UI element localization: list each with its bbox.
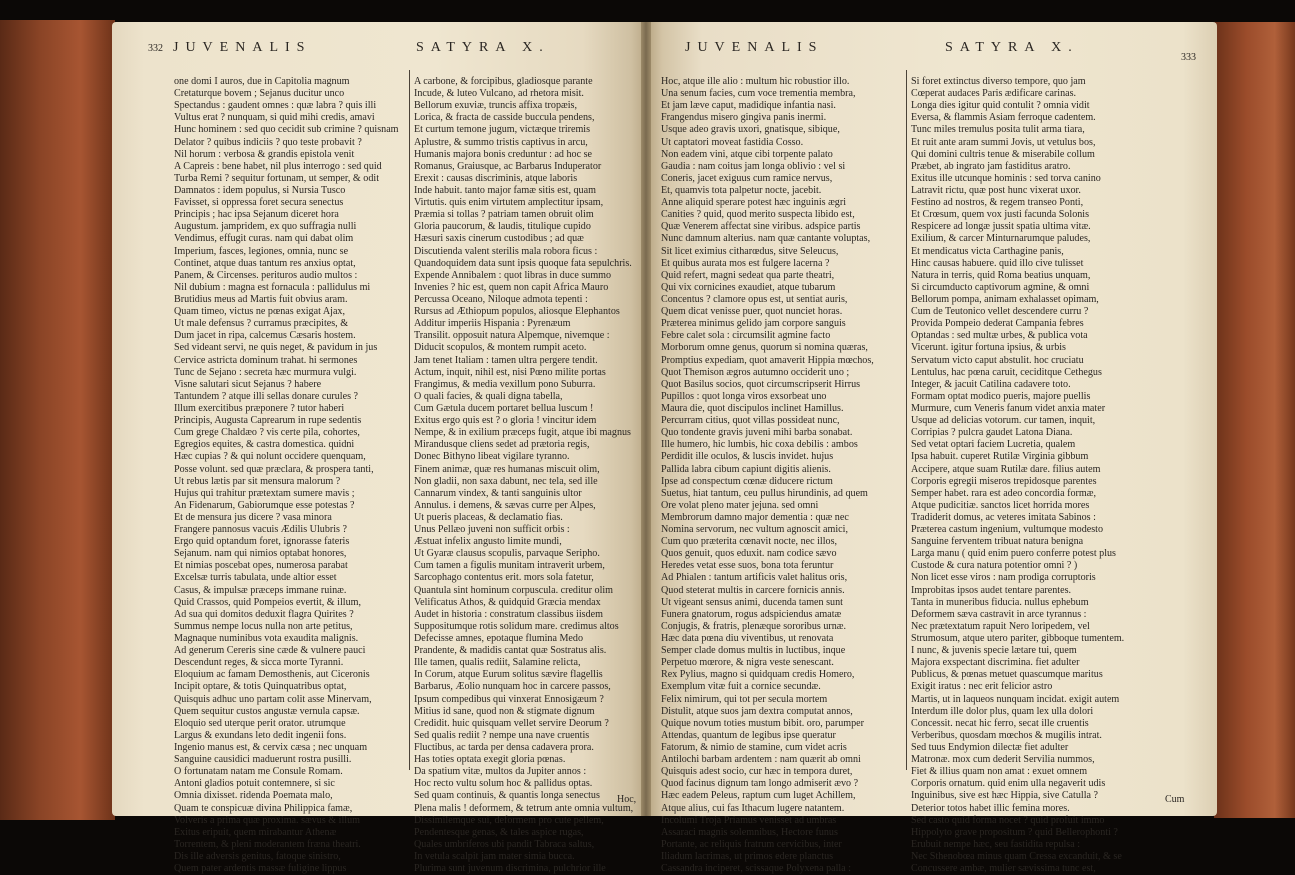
text-line: Exemplum vitæ fuit a cornice secundæ. — [661, 681, 821, 693]
text-line: Torrentem, & pleni moderantem fræna theatri. — [174, 838, 361, 850]
text-line: Non eadem vini, atque cibi torpente palato — [661, 148, 833, 160]
text-line: Strumosum, atque utero pariter, gibboque tumentem. — [911, 633, 1125, 645]
text-line: Sed casto quid forma nocet ? quid profuit immo — [911, 814, 1105, 826]
text-line: Quisquis adest socio, cur hæc in tempora duret, — [661, 766, 853, 778]
text-line: Sed quam continuis, & quantis longa senectus — [414, 790, 600, 802]
text-line: Assaraci magnis solemnibus, Hectore funus — [661, 826, 838, 838]
text-line: Quam timeo, victus ne pœnas exigat Ajax, — [174, 306, 345, 318]
text-line: Et de mensura jus dicere ? vasa minora — [174, 511, 332, 523]
text-line: Ad generum Cereris sine cæde & vulnere pauci — [174, 645, 366, 657]
text-line: Magnaque numinibus vota exaudita malignis. — [174, 633, 359, 645]
text-line: Cannarum vindex, & tanti sanguinis ultor — [414, 487, 582, 499]
text-line: Incude, & luteo Vulcano, ad rhetora misit. — [414, 88, 584, 100]
right-page — [645, 22, 1217, 875]
right-header-title: JUVENALIS — [685, 40, 824, 55]
text-line: O quali facies, & quali digna tabella, — [414, 390, 563, 402]
text-line: Sanguine causidici maduerunt rostra pusilli. — [174, 754, 352, 766]
left-header-title: JUVENALIS — [173, 40, 312, 55]
text-line: Semper habet. rara est adeo concordia formæ, — [911, 487, 1096, 499]
text-line: Quot Themison ægros autumno occiderit uno ; — [661, 366, 850, 378]
text-line: Matronæ. mox cum dederit Servilia nummos, — [911, 754, 1095, 766]
text-line: Humanis majora bonis creduntur : ad hoc se — [414, 148, 592, 160]
text-line: Diducit scopulos, & montem rumpit aceto. — [414, 342, 587, 354]
text-line: Nec prætextatum rapuit Nero loripedem, vel — [911, 620, 1090, 632]
text-line: Festino ad nostros, & regem transeo Ponti, — [911, 197, 1084, 209]
text-line: Dissimilemque sui, deformem pro cute pellem, — [414, 814, 604, 826]
text-line: Credidit. huic quisquam vellet servire Deorum ? — [414, 717, 609, 729]
text-line: Et mendicatus victa Carthagine panis, — [911, 245, 1064, 257]
text-line: Atque pudicitiæ. sanctos licet horrida mores — [911, 499, 1090, 511]
text-line: Erexit : causas discriminis, atque laboris — [414, 172, 578, 184]
text-line: Quem dicat venisse puer, quot nunciet horas. — [661, 306, 843, 318]
text-line: Respicere ad longæ jussit spatia ultima vitæ. — [911, 221, 1091, 233]
text-line: Suetus, hiat tantum, ceu pullus hirundinis, ad quem — [661, 487, 868, 499]
text-line: Ut male defensus ? curramus præcipites, & — [174, 318, 349, 330]
text-line: Et Crœsum, quem vox justi facunda Solonis — [911, 209, 1090, 221]
text-line: Ergo quid optandum foret, ignorasse fateris — [174, 536, 350, 548]
text-line: Qui domini cultris tenue & miserabile collum — [911, 148, 1095, 160]
text-line: Romanus, Graiusque, ac Barbarus Induperator — [414, 160, 602, 172]
text-line: Delator ? quibus indiciis ? quo teste probavit ? — [174, 136, 362, 148]
text-line: Anne aliquid sperare potest hæc inguinis ægri — [661, 197, 847, 209]
text-line: Præterea minimus gelido jam corpore sanguis — [661, 318, 846, 330]
text-line: Integer, & jacuit Catilina cadavere toto. — [911, 378, 1071, 390]
text-line: Sed tuus Endymion dilectæ fiet adulter — [911, 742, 1069, 754]
text-line: Febre calet sola : circumsilit agmine facto — [661, 330, 831, 342]
text-line: Hæc data pœna diu viventibus, ut renovata — [661, 633, 834, 645]
text-line: Servatum victo caput abstulit. hoc cruciatu — [911, 354, 1084, 366]
text-line: Quod steterat multis in carcere fornicis annis. — [661, 584, 845, 596]
text-line: Publicus, & pœnas metuet quascumque maritus — [911, 669, 1103, 681]
text-line: Cum tamen a figulis munitam intraverit urbem, — [414, 560, 605, 572]
text-line: Perpetuo mœrore, & nigra veste senescant. — [661, 657, 834, 669]
text-line: Cum Gætula ducem portaret bellua luscum ! — [414, 402, 594, 414]
text-line: Et quibus aurata mos est fulgere lacerna ? — [661, 257, 830, 269]
text-line: Ad Phialen : tantum artificis valet halitus oris, — [661, 572, 848, 584]
text-line: Aplustre, & summo tristis captivus in arcu, — [414, 136, 588, 148]
text-line: Eversa, & flammis Asiam ferroque cadentem. — [911, 112, 1096, 124]
text-line: Quisquis adhuc uno partam colit asse Minervam, — [174, 693, 372, 705]
text-line: Concussere ambæ, mulier sævissima tunc est, — [911, 863, 1096, 875]
text-line: Omnia dixisset. ridenda Poemata malo, — [174, 790, 333, 802]
text-line: Bellorum exuviæ, truncis affixa tropæis, — [414, 100, 577, 112]
text-line: Exitus ergo quis est ? o gloria ! vincitur idem — [414, 415, 597, 427]
text-line: Quem sequitur custos angustæ vernula capsæ. — [174, 705, 360, 717]
text-line: Defecisse amnes, epotaque flumina Medo — [414, 633, 584, 645]
text-line: Panem, & Circenses. perituros audio multos : — [174, 269, 358, 281]
left-header-satyra: SATYRA X. — [416, 40, 550, 55]
text-line: Maura die, quot discipulos inclinet Hamillus. — [661, 402, 844, 414]
text-line: Ingenio manus est, & cervix cæsa ; nec unquam — [174, 742, 368, 754]
text-line: Posse volunt. sed quæ præclara, & prospera tanti, — [174, 463, 374, 475]
text-line: Quantula sint hominum corpuscula. creditur olim — [414, 584, 614, 596]
text-line: Quod facinus dignum tam longo admiserit ævo ? — [661, 778, 859, 790]
text-line: Incipit optare, & totis Quinquatribus optat, — [174, 681, 347, 693]
text-line: Hæsuri saxis cinerum custodibus ; ad quæ — [414, 233, 584, 245]
text-line: Et jam læve caput, madidique infantia nasi. — [661, 100, 836, 112]
text-line: Lorica, & fracta de casside buccula pendens, — [414, 112, 595, 124]
left-page-number: 332 — [148, 43, 163, 54]
text-line: Quos genuit, quos eduxit. nam codice sævo — [661, 548, 837, 560]
text-line: Velificatus Athos, & quidquid Græcia mendax — [414, 596, 601, 608]
text-line: Semper clade domus multis in luctibus, inque — [661, 645, 846, 657]
text-line: Gloria paucorum, & laudis, titulique cupido — [414, 221, 591, 233]
text-line: Principis, Augusta Caprearum in rupe sedentis — [174, 415, 362, 427]
text-line: Si circumducto captivorum agmine, & omni — [911, 281, 1090, 293]
text-line: Favisset, si oppressa foret secura senectus — [174, 197, 344, 209]
right-page-column-1 — [661, 76, 901, 875]
text-line: Rex Pylius, magno si quidquam credis Homero, — [661, 669, 855, 681]
text-line: Hunc hominem : sed quo cecidit sub crimine ? quisnam — [174, 124, 399, 136]
text-line: Principis ; hac ipsa Sejanum diceret hora — [174, 209, 339, 221]
text-line: Bellorum pompa, animam exhalasset opimam, — [911, 293, 1099, 305]
text-line: O fortunatam natam me Consule Romam. — [174, 766, 343, 778]
text-line: Usque adeo gravis uxori, gnatisque, sibique, — [661, 124, 840, 136]
text-line: Imperium, fasces, legiones, omnia, nunc se — [174, 245, 349, 257]
text-line: Optandas : sed multæ urbes, & publica vota — [911, 330, 1088, 342]
text-line: Fluctibus, ac tarda per densa cadavera prora. — [414, 742, 594, 754]
text-line: Summus nempe locus nulla non arte petitus, — [174, 620, 353, 632]
text-line: Inguinibus, sive est hæc Hippia, sive Catulla ? — [911, 790, 1098, 802]
text-line: Latravit rictu, quæ post hunc vixerat uxor. — [911, 184, 1081, 196]
left-page-column-1 — [174, 76, 404, 875]
text-line: Improbitas ipsos audet tentare parentes. — [911, 584, 1072, 596]
text-line: Murmure, cum Veneris fanum videt anxia mater — [911, 402, 1106, 414]
text-line: Hæc cupias ? & qui nolunt occidere quenquam, — [174, 451, 366, 463]
text-line: Tradiderit domus, ac veteres imitata Sabinos : — [911, 511, 1096, 523]
right-page-column-2 — [911, 76, 1197, 875]
right-page-column-rule — [906, 70, 907, 770]
text-line: Quales umbriferos ubi pandit Tabraca saltus, — [414, 838, 595, 850]
text-line: Antoni gladios potuit contemnere, si sic — [174, 778, 335, 790]
text-line: Augustum. jampridem, ex quo suffragia nulli — [174, 221, 357, 233]
text-line: Nempe, & in exilium præceps fugit, atque ibi magnus — [414, 427, 631, 439]
text-line: Ipsum compedibus qui vinxerat Ennosigæum ? — [414, 693, 604, 705]
text-line: Mirandusque cliens sedet ad prætoria regis, — [414, 439, 590, 451]
text-line: Et, quamvis tota palpetur nocte, jacebit. — [661, 184, 822, 196]
text-line: Quam te conspicuæ divina Philippica famæ, — [174, 802, 353, 814]
text-line: Iliadum lacrimas, ut primos edere planctus — [661, 851, 834, 862]
text-line: Quem pater ardentis massæ fuligine lippus — [174, 863, 347, 875]
left-page — [112, 22, 647, 875]
text-line: Has toties optata exegit gloria pœnas. — [414, 754, 566, 766]
text-line: Cum de Teutonico vellet descendere curru ? — [911, 306, 1089, 318]
text-line: I nunc, & juvenis specie lætare tui, quem — [911, 645, 1077, 657]
text-line: Morborum omne genus, quorum si nomina quæras, — [661, 342, 868, 354]
text-line: Æstuat infelix angusto limite mundi, — [414, 536, 562, 548]
text-line: Gaudia : nam coitus jam longa oblivio : vel si — [661, 160, 846, 172]
text-line: Hujus qui trahitur prætextam sumere mavis ; — [174, 487, 355, 499]
left-page-column-2 — [414, 76, 644, 875]
text-line: Plena malis ! deformem, & tetrum ante omnia vultum, — [414, 802, 634, 814]
text-line: Frangimus, & media vexillum pono Suburra. — [414, 378, 596, 390]
text-line: Prandente, & madidis cantat quæ Sostratus alis. — [414, 645, 607, 657]
text-line: Tantundem ? atque illi sellas donare curules ? — [174, 390, 358, 402]
text-line: Cretaturque bovem ; Sejanus ducitur unco — [174, 88, 345, 100]
text-line: Fatorum, & nimio de stamine, cum videt acris — [661, 742, 847, 754]
left-cover — [0, 20, 115, 820]
text-line: Finem animæ, quæ res humanas miscuit olim, — [414, 463, 600, 475]
text-line: Dum jacet in ripa, calcemus Cæsaris hostem. — [174, 330, 356, 342]
text-line: Corripias ? pulcra gaudet Latona Diana. — [911, 427, 1073, 439]
text-line: Suppositumque rotis solidum mare. credimus altos — [414, 620, 619, 632]
text-line: Majora exspectant discrimina. fiet adulter — [911, 657, 1080, 669]
text-line: Illum exercitibus præponere ? tutor haberi — [174, 402, 345, 414]
text-line: Præbet, ab ingrato jam fastiditus aratro. — [911, 160, 1071, 172]
text-line: Pendentesque genas, & tales aspice rugas, — [414, 826, 584, 838]
text-line: Tunc de Sejano : secreta hæc murmura vulgi. — [174, 366, 357, 378]
text-line: Atque alius, cui fas Ithacum lugere natantem. — [661, 802, 845, 814]
text-line: Visne salutari sicut Sejanus ? habere — [174, 378, 322, 390]
text-line: Provida Pompeio dederat Campania febres — [911, 318, 1084, 330]
text-line: Attendas, quantum de legibus ipse queratur — [661, 729, 836, 741]
text-line: Sarcophago contentus erit. mors sola fatetur, — [414, 572, 594, 584]
text-line: Una senum facies, cum voce trementia membra, — [661, 88, 856, 100]
left-page-catchword: Hoc, — [617, 794, 637, 805]
text-line: Exitus ille utcunque hominis : sed torva canino — [911, 172, 1101, 184]
text-line: Incolumi Troja Priamus venisset ad umbras — [661, 814, 837, 826]
text-line: Largus & exundans leto dedit ingenii fons. — [174, 729, 347, 741]
text-line: Vicerunt. igitur fortuna ipsius, & urbis — [911, 342, 1066, 354]
text-line: Larga manu ( quid enim puero conferre potest plus — [911, 548, 1116, 560]
right-page-catchword: Cum — [1165, 794, 1185, 805]
text-line: Vultus erat ? nunquam, si quid mihi credis, amavi — [174, 112, 375, 124]
text-line: Si foret extinctus diverso tempore, quo jam — [911, 76, 1086, 87]
text-line: Jam tenet Italiam : tamen ultra pergere tendit. — [414, 354, 598, 366]
text-line: Ipse ad conspectum cœnæ diducere rictum — [661, 475, 833, 487]
text-line: Rursus ad Æthiopum populos, aliosque Elephantos — [414, 306, 620, 318]
text-line: Ad sua qui domitos deduxit flagra Quirites ? — [174, 608, 354, 620]
text-line: Et ruit ante aram summi Jovis, ut vetulus bos, — [911, 136, 1096, 148]
text-line: Conjugis, & fratris, plenæque sororibus urnæ. — [661, 620, 847, 632]
text-line: Erubuit nempe hæc, seu fastidita repulsa : — [911, 838, 1081, 850]
text-line: Nec Sthenobœa minus quam Cressa excanduit, & se — [911, 851, 1122, 862]
text-line: Cum grege Chaldæo ? vis certe pila, cohortes, — [174, 427, 360, 439]
text-line: Annulus. i demens, & sævas curre per Alpes, — [414, 499, 596, 511]
text-line: Interdum ille dolor plus, quam lex ulla dolori — [911, 705, 1094, 717]
text-line: Martis, ut in laqueos nunquam incidat. exigit autem — [911, 693, 1120, 705]
text-line: Da spatium vitæ, multos da Jupiter annos : — [414, 766, 587, 778]
left-running-head-left — [148, 40, 311, 56]
text-line: Promptius expediam, quot amaverit Hippia mœchos, — [661, 354, 874, 366]
text-line: Accipere, atque suam Rutilæ dare. filius autem — [911, 463, 1101, 475]
text-line: Virtutis. quis enim virtutem amplectitur ipsam, — [414, 197, 604, 209]
text-line: Nomina servorum, nec vultum agnoscit amici, — [661, 524, 848, 536]
text-line: Quid refert, magni sedeat qua parte theatri, — [661, 269, 835, 281]
text-line: Membrorum damno major dementia : quæ nec — [661, 511, 849, 523]
text-line: Deformem sæva castravit in arce tyrannus : — [911, 608, 1087, 620]
text-line: Sed qualis rediit ? nempe una nave cruentis — [414, 729, 590, 741]
text-line: Heredes vetat esse suos, bona tota feruntur — [661, 560, 834, 572]
text-line: Exitus eripuit, quem mirabantur Athenæ — [174, 826, 337, 838]
text-line: Hoc, atque ille alio : multum hic robustior illo. — [661, 76, 850, 87]
text-line: Sejanum. nam qui nimios optabat honores, — [174, 548, 347, 560]
book-gutter — [641, 22, 651, 816]
text-line: Præmia si tollas ? patriam tamen obruit olim — [414, 209, 594, 221]
text-line: Ut rebus lætis par sit mensura malorum ? — [174, 475, 341, 487]
text-line: Quo tondente gravis juveni mihi barba sonabat. — [661, 427, 853, 439]
text-line: Egregios equites, & castra domestica. quidni — [174, 439, 355, 451]
right-cover — [1214, 22, 1295, 818]
text-line: Pupillos : quot longa viros exsorbeat uno — [661, 390, 827, 402]
text-line: Excelsæ turris tabulata, unde altior esset — [174, 572, 337, 584]
text-line: Sit licet eximius citharœdus, sitve Seleucus, — [661, 245, 839, 257]
text-line: Tunc miles tremulus posita tulit arma tiara, — [911, 124, 1085, 136]
text-line: Sed vetat optari faciem Lucretia, qualem — [911, 439, 1076, 451]
text-line: Non gladii, non saxa dabunt, nec tela, sed ille — [414, 475, 598, 487]
text-line: Corporis ornatum. quid enim ulla negaverit udis — [911, 778, 1106, 790]
text-line: Tanta in muneribus fiducia. nullus ephebum — [911, 596, 1089, 608]
text-line: Sed videant servi, ne quis neget, & pavidum in jus — [174, 342, 378, 354]
text-line: Corporis egregii miseros trepidosque parentes — [911, 475, 1097, 487]
text-line: Exilium, & carcer Minturnarumque paludes, — [911, 233, 1091, 245]
text-line: Brutidius meus ad Martis fuit obvius aram. — [174, 293, 348, 305]
text-line: Ut pueris placeas, & declamatio fias. — [414, 511, 563, 523]
text-line: A Capreis : bene habet, nil plus interrogo : sed quid — [174, 160, 382, 172]
text-line: Præterea castum ingenium, vultumque modesto — [911, 524, 1104, 536]
text-line: Formam optat modico pueris, majore puellis — [911, 390, 1091, 402]
text-line: Percussa Oceano, Niloque admota tepenti : — [414, 293, 588, 305]
text-line: Descendunt reges, & sicca morte Tyranni. — [174, 657, 344, 669]
text-line: Continet, atque duas tantum res anxius optat, — [174, 257, 356, 269]
text-line: Quid Crassos, quid Pompeios evertit, & illum, — [174, 596, 362, 608]
text-line: Ille tamen, qualis rediit, Salamine relicta, — [414, 657, 581, 669]
text-line: Sanguine ferventem tribuat natura benigna — [911, 536, 1084, 548]
text-line: A carbone, & forcipibus, gladiosque parante — [414, 76, 593, 87]
text-line: Quot Basilus socios, quot circumscripserit Hirrus — [661, 378, 861, 390]
text-line: Non licet esse viros : nam prodiga corruptoris — [911, 572, 1096, 584]
text-line: Quique novum toties mustum bibit. oro, parumper — [661, 717, 864, 729]
text-line: Barbarus, Æolio nunquam hoc in carcere passos, — [414, 681, 611, 693]
text-line: Discutienda valent sterilis mala robora ficus : — [414, 245, 598, 257]
text-line: Funera gnatorum, rogus adspiciendus amatæ — [661, 608, 842, 620]
text-line: Lentulus, hac pœna caruit, ceciditque Cethegus — [911, 366, 1102, 378]
text-line: Nil horum : verbosa & grandis epistola venit — [174, 148, 355, 160]
text-line: In vetula scalpit jam mater simia bucca. — [414, 851, 575, 862]
text-line: Fiet & illius quam non amat : exuet omnem — [911, 766, 1088, 778]
text-line: Vendimus, effugit curas. nam qui dabat olim — [174, 233, 354, 245]
text-line: Usque ad delicias votorum. cur tamen, inquit, — [911, 415, 1096, 427]
text-line: Turba Remi ? sequitur fortunam, ut semper, & odit — [174, 172, 379, 184]
text-line: Felix nimirum, qui tot per secula mortem — [661, 693, 828, 705]
text-line: Percurram citius, quot villas possideat nunc, — [661, 415, 840, 427]
text-line: Ille humero, hic lumbis, hic coxa debilis : ambos — [661, 439, 858, 451]
text-line: Custode & cura natura potentior omni ? ) — [911, 560, 1078, 572]
text-line: Portante, ac reliquis fratrum cervicibus, inter — [661, 838, 842, 850]
text-line: Frangendus misero gingiva panis inermi. — [661, 112, 827, 124]
text-line: In Corum, atque Eurum solitus sævire flagellis — [414, 669, 603, 681]
text-line: Eloquium ac famam Demosthenis, aut Ciceronis — [174, 669, 370, 681]
text-line: Canities ? quid, quod merito suspecta libido est, — [661, 209, 855, 221]
text-line: Ore volat pleno mater jejuna. sed omni — [661, 499, 819, 511]
text-line: Casus, & impulsæ præceps immane ruinæ. — [174, 584, 347, 596]
text-line: Cassandra inciperet, scissaque Polyxena palla : — [661, 863, 852, 875]
text-line: Qui vix cornicines exaudiet, atque tubarum — [661, 281, 836, 293]
text-line: Additur imperiis Hispania : Pyrenæum — [414, 318, 571, 330]
text-line: Et nimias poscebat opes, numerosa parabat — [174, 560, 348, 572]
text-line: Nil dubium : magna est fornacula : pallidulus mi — [174, 281, 371, 293]
text-line: Ut Gyaræ clausus scopulis, parvaque Seripho. — [414, 548, 600, 560]
text-line: Coneris, jacet exiguus cum ramice nervus, — [661, 172, 833, 184]
text-line: Concessit. necat hic ferro, secat ille cruentis — [911, 717, 1089, 729]
text-line: Et curtum temone jugum, victæque triremis — [414, 124, 591, 136]
text-line: Eloquio sed uterque perit orator. utrumque — [174, 717, 346, 729]
left-page-column-rule — [409, 70, 410, 770]
text-line: one domi I auros, due in Capitolia magnum — [174, 76, 350, 87]
text-line: Antilochi barbam ardentem : nam quærit ab omni — [661, 754, 861, 766]
text-line: Damnatos : idem populus, si Nursia Tusco — [174, 184, 346, 196]
text-line: Distulit, atque suos jam dextra computat annos, — [661, 705, 853, 717]
text-line: Verberibus, quosdam mœchos & mugilis intrat. — [911, 729, 1102, 741]
text-line: Ut captatori moveat fastidia Cosso. — [661, 136, 804, 148]
text-line: Frangere pannosus vacuis Ædilis Ulubris ? — [174, 524, 347, 536]
right-page-number: 333 — [1181, 52, 1196, 63]
text-line: Hæc eadem Peleus, raptum cum luget Achillem, — [661, 790, 856, 802]
text-line: Audet in historia : constratum classibus iisdem — [414, 608, 603, 620]
text-line: Mitius id sane, quod non & stigmate dignum — [414, 705, 595, 717]
text-line: Longa dies igitur quid contulit ? omnia vidit — [911, 100, 1090, 112]
right-header-satyra: SATYRA X. — [945, 40, 1079, 55]
text-line: Ipsa habuit. cuperet Rutilæ Virginia gibbum — [911, 451, 1089, 463]
text-line: Hinc causas habuere. quid illo cive tulisset — [911, 257, 1084, 269]
text-line: Hoc recto vultu solum hoc & pallidus optas. — [414, 778, 593, 790]
text-line: Ut vigeant sensus animi, ducenda tamen sunt — [661, 596, 843, 608]
text-line: Invenies ? hic est, quem non capit Africa Mauro — [414, 281, 609, 293]
text-line: Inde habuit. tanto major famæ sitis est, quam — [414, 184, 596, 196]
text-line: An Fidenarum, Gabiorumque esse potestas ? — [174, 499, 355, 511]
text-line: Quæ Venerem affectat sine viribus. adspice partis — [661, 221, 861, 233]
text-line: Cœperat audaces Paris ædificare carinas. — [911, 88, 1077, 100]
text-line: Pallida labra cibum capiunt digitis alienis. — [661, 463, 831, 475]
text-line: Volveris a prima quæ proxima. sævus & illum — [174, 814, 360, 826]
text-line: Dis ille adversis genitus, fatoque sinistro, — [174, 851, 341, 862]
text-line: Transilit. opposuit natura Alpemque, nivemque : — [414, 330, 610, 342]
text-line: Cum quo præterita cœnavit nocte, nec illos, — [661, 536, 838, 548]
text-line: Exigit iratus : nec erit felicior astro — [911, 681, 1053, 693]
text-line: Deterior totos habet illic femina mores. — [911, 802, 1070, 814]
text-line: Nunc damnum alterius. nam quæ cantante voluptas, — [661, 233, 871, 245]
text-line: Expende Annibalem : quot libras in duce summo — [414, 269, 612, 281]
text-line: Concentus ? clamore opus est, ut sentiat auris, — [661, 293, 848, 305]
text-line: Actum, inquit, nihil est, nisi Pœno milite portas — [414, 366, 606, 378]
text-line: Cervice astricta dominum trahat. hi sermones — [174, 354, 358, 366]
text-line: Plurima sunt juvenum discrimina, pulchrior ille — [414, 863, 606, 875]
text-line: Perdidit ille oculos, & luscis invidet. hujus — [661, 451, 834, 463]
text-line: Hippolyto grave propositum ? quid Bellerophonti ? — [911, 826, 1118, 838]
text-line: Quandoquidem data sunt ipsis quoque fata sepulchris. — [414, 257, 632, 269]
text-line: Unus Pellæo juveni non sufficit orbis : — [414, 524, 570, 536]
text-line: Donec Bithyno libeat vigilare tyranno. — [414, 451, 570, 463]
text-line: Natura in terris, quid Roma beatius unquam, — [911, 269, 1091, 281]
text-line: Spectandus : gaudent omnes : quæ labra ? quis illi — [174, 100, 377, 112]
